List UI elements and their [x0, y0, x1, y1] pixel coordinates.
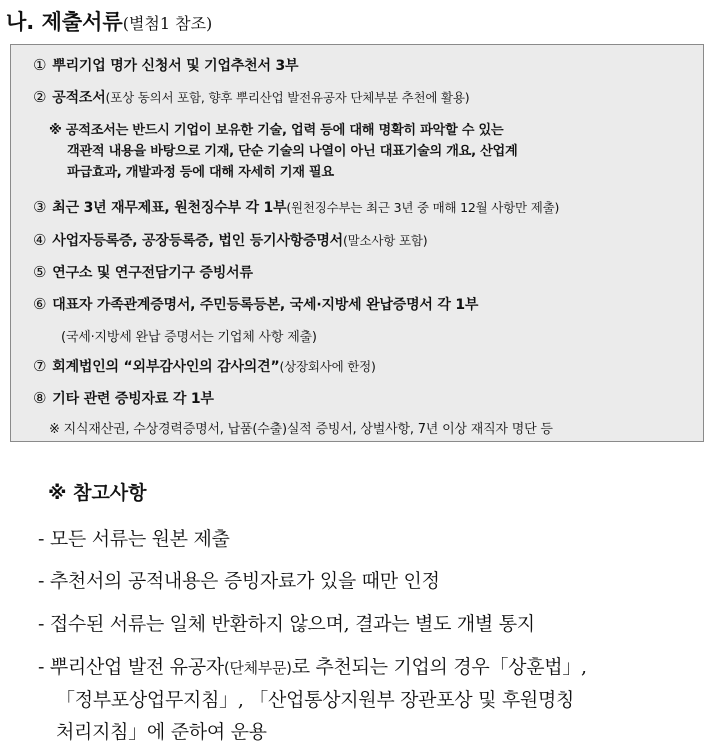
item2-note-line-2: 객관적 내용을 바탕으로 기재, 단순 기술의 나열이 아닌 대표기술의 개요, 산업계 [67, 144, 518, 159]
section-subtitle: (별첨1 참조) [122, 14, 213, 33]
item2-note-line-3: 파급효과, 개발과정 등에 대해 자세히 기재 필요 [67, 165, 334, 180]
item6-note: (국세·지방세 완납 증명서는 기업체 사항 제출) [61, 330, 317, 345]
reference-item-1: - 모든 서류는 원본 제출 [38, 528, 230, 550]
doc-item-8: ⑧ 기타 관련 증빙자료 각 1부 [33, 389, 214, 407]
doc-item-5: ⑤ 연구소 및 연구전담기구 증빙서류 [33, 263, 253, 281]
reference-item-3: - 접수된 서류는 일체 반환하지 않으며, 결과는 별도 개별 통지 [38, 613, 535, 635]
reference-item-4-line-3: 처리지침」에 준하여 운용 [56, 721, 267, 743]
item2-note-line-1: ※ 공적조서는 반드시 기업이 보유한 기술, 업력 등에 대해 명확히 파악할 수 있는 [49, 123, 504, 138]
reference-title: ※ 참고사항 [48, 482, 147, 504]
reference-item-4: - 뿌리산업 발전 유공자(단체부문)로 추천되는 기업의 경우「상훈법」, [38, 656, 587, 678]
reference-item-4-line-2: 「정부포상업무지침」, 「산업통상지원부 장관포상 및 후원명칭 [56, 689, 575, 711]
doc-item-6: ⑥ 대표자 가족관계증명서, 주민등록등본, 국세·지방세 완납증명서 각 1부 [33, 295, 479, 313]
doc-item-7: ⑦ 회계법인의 “외부감사인의 감사의견”(상장회사에 한정) [33, 357, 376, 375]
section-title: 나. 제출서류 [6, 10, 123, 34]
item8-note: ※ 지식재산권, 수상경력증명서, 납품(수출)실적 증빙서, 상벌사항, 7년 이상 재직자 명단 등 [49, 422, 553, 437]
doc-item-4: ④ 사업자등록증, 공장등록증, 법인 등기사항증명서(말소사항 포함) [33, 231, 428, 249]
doc-item-3: ③ 최근 3년 재무제표, 원천징수부 각 1부(원천징수부는 최근 3년 중 매해 12월 사항만 제출) [33, 198, 560, 216]
section-heading [6, 6, 212, 36]
doc-item-1: ① 뿌리기업 명가 신청서 및 기업추천서 3부 [33, 56, 299, 74]
documents-box [10, 44, 704, 442]
reference-item-2: - 추천서의 공적내용은 증빙자료가 있을 때만 인정 [38, 570, 440, 592]
doc-item-2: ② 공적조서(포상 동의서 포함, 향후 뿌리산업 발전유공자 단체부분 추천에 활용) [33, 88, 470, 106]
